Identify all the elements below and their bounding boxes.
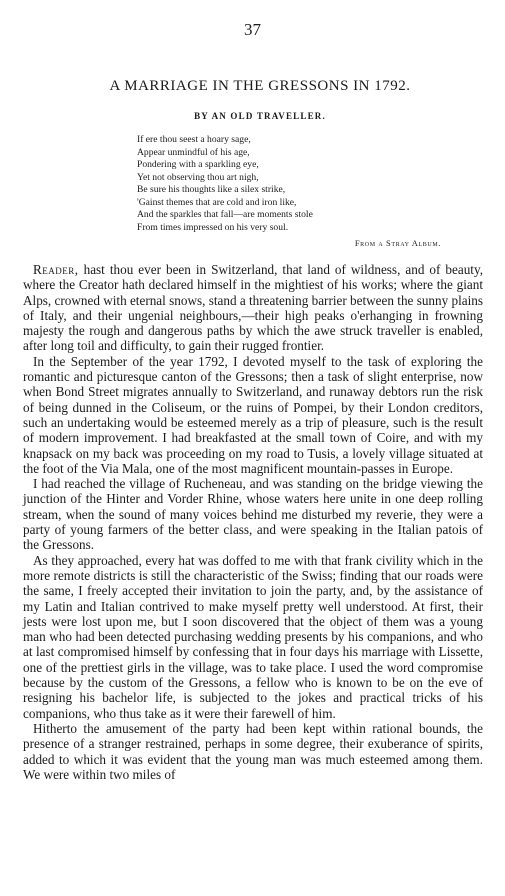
poem-line: From times impressed on his very soul. [137, 221, 289, 233]
paragraph [23, 354, 483, 476]
poem-line: Yet not observing thou art nigh, [137, 171, 259, 183]
paragraph-lead-word: Reader, [33, 262, 79, 277]
article-byline: BY AN OLD TRAVELLER. [194, 111, 326, 121]
paragraph-text: In the September of the year 1792, I devoted myself to the task of exploring the romantic and picturesque canton of the Gressons; then a task of slight enterprise, now when Bond Street migrates annually to Switzerland, and runaway debtors run the risk of being dunned in the Coliseum, or the ruins of Pompei, by their London creditors, such an undertaking would be esteemed merely as a trip of pleasure, such is the result of modern improvement. I had breakfasted at the small town of Coire, and with my knapsack on my back was proceeding on my road to Tusis, a lovely village situated at the foot of the Via Mala, one of the most magnificent mountain-passes in Europe. [23, 353, 483, 476]
article-body [23, 262, 483, 782]
poem-line: 'Gainst themes that are cold and iron like, [137, 196, 297, 208]
paragraph-text: I had reached the village of Rucheneau, and was standing on the bridge viewing the junction of the Hinter and Vorder Rhine, whose waters here unite in one deep rolling stream, when the sound of many voices behind me disturbed my reverie, they were a party of young farmers of the better class, and were speaking in the Italian patois of the Gressons. [23, 476, 483, 553]
poem-line: Appear unmindful of his age, [137, 146, 250, 158]
paragraph-text: Hitherto the amusement of the party had been kept within rational bounds, the presence of a stranger restrained, perhaps in some degree, their exuberance of spirits, added to which it was evident that the young man was much esteemed among them. We were within two miles of [23, 720, 483, 782]
paragraph [23, 721, 483, 782]
poem-attribution: From a Stray Album. [354, 238, 441, 248]
epigraph-poem [137, 134, 457, 234]
poem-line: And the sparkles that fall—are moments stole [137, 209, 313, 220]
paragraph-text: hast thou ever been in Switzerland, that land of wildness, and of beauty, where the Creator hath declared himself in the mightiest of his works; where the giant Alps, crowned with eternal snows, stand a threatening barrier between the sunny plains of Italy, and their ungenial neighbours,—their high peaks o'erhanging in frowning majesty the rough and dangerous paths by which the awe struck traveller is enabled, after long toil and difficulty, to gain their rugged frontier. [23, 262, 483, 354]
poem-line: Be sure his thoughts like a silex strike, [137, 184, 286, 195]
paragraph [23, 476, 483, 552]
paragraph [23, 553, 483, 721]
paragraph [23, 262, 483, 354]
poem-line: If ere thou seest a hoary sage, [137, 134, 251, 145]
paragraph-text: As they approached, every hat was doffed to me with that frank civility which in the more remote districts is still the characteristic of the Swiss; finding that our roads were the same, I freely accepted their invitation to join the party, and, by the assistance of my Latin and Italian contrived to make myself pretty well understood. At first, their jests were lost upon me, but I soon discovered that the object of them was a young man who had been detected purchasing wedding presents by his companions, and who at last compromised himself by confessing that in four days his marriage with Lissette, one of the prettiest girls in the village, was to take place. I used the word compromise because by the custom of the Gressons, a fellow who is known to be on the eve of resigning his bachelor life, is subjected to the jokes and practical tricks of his companions, who thus take as it were their farewell of him. [23, 552, 483, 721]
page-number: 37 [244, 20, 261, 39]
article-title: A MARRIAGE IN THE GRESSONS IN 1792. [109, 78, 411, 94]
poem-line: Pondering with a sparkling eye, [137, 159, 259, 170]
